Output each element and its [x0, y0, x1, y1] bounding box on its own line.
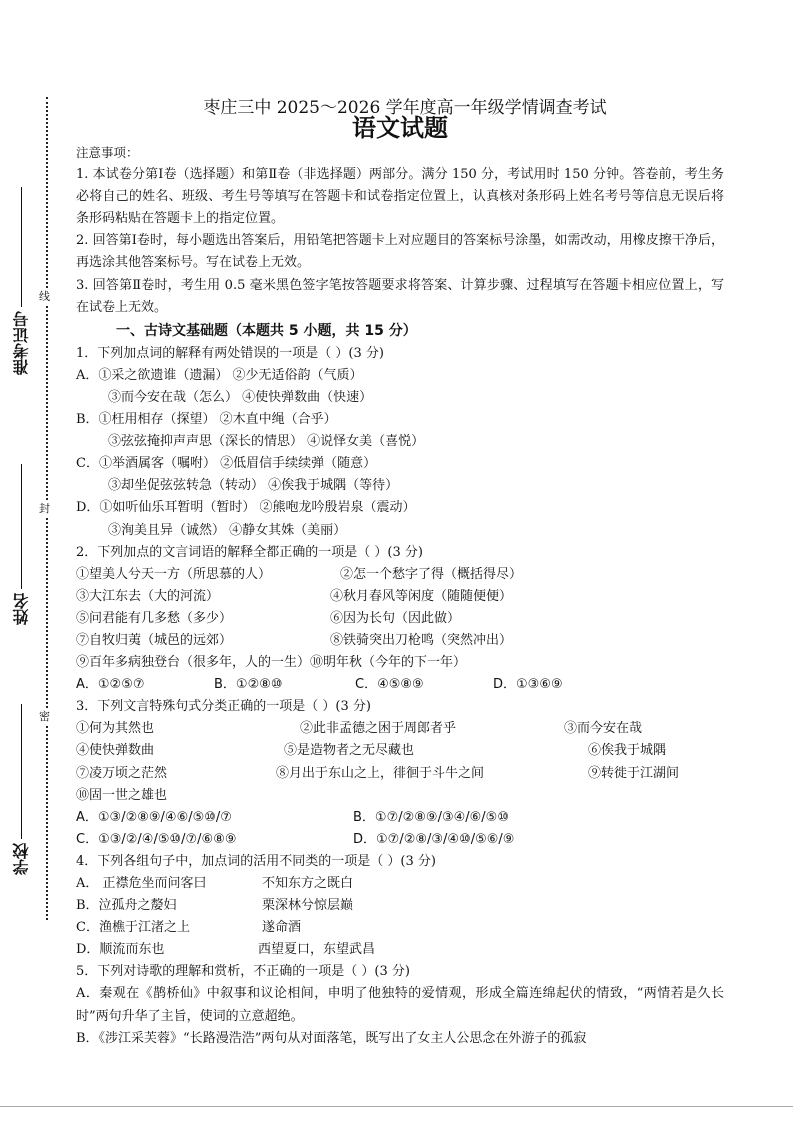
- q2-item: ⑥因为长句（因此做）: [330, 610, 461, 626]
- q4-item: A． 正襟危坐而问客曰: [76, 876, 207, 891]
- q2-option-c: C．④⑤⑧⑨: [355, 677, 424, 693]
- q4-item: 西望夏口，东望武昌: [258, 942, 376, 958]
- q4-stem: 4．下列各组句子中，加点词的活用不同类的一项是（ ）(3 分): [76, 853, 436, 869]
- q3-row: [76, 718, 724, 740]
- q3-stem: 3．下列文言特殊句式分类正确的一项是（ ）(3 分): [76, 699, 371, 715]
- q2-stem: 2．下列加点的文言词语的解释全都正确的一项是（ ）(3 分): [76, 544, 423, 560]
- q3-item: ①何为其然也: [76, 721, 155, 737]
- notice-item-3: 3. 回答第Ⅱ卷时，考生用 0.5 毫米黑色签字笔按答题要求将答案、计算步骤、过程填写在答题卡相应位置上，写在试卷上无效。: [76, 277, 724, 315]
- q2-row: [76, 630, 724, 652]
- q4-option-a: [76, 873, 724, 895]
- notice-heading: 注意事项：: [76, 145, 139, 160]
- q2-item: ⑦自牧归荑（城邑的远郊）: [76, 632, 233, 648]
- q1-option-c-line1: C．①举酒属客（嘱咐） ②低眉信手续续弹（随意）: [76, 456, 377, 472]
- q1-option-d-line2: ③洵美且异（诚然） ④静女其姝（美丽）: [108, 522, 347, 538]
- q5-option-a: A．秦观在《鹊桥仙》中叙事和议论相间，申明了他独特的爱情观，形成全篇连绵起伏的情致，“两情若是久长时”两句升华了主旨，使词的立意超绝。: [76, 986, 724, 1024]
- q2-row: [76, 586, 724, 608]
- q2-item: ③大江东去（大的河流）: [76, 588, 220, 604]
- q1-option-a-line1: A．①采之欲遗谁（遗漏） ②少无适俗韵（气质）: [76, 367, 363, 383]
- exam-number-underline: [21, 187, 23, 307]
- exam-title: 枣庄三中 2025～2026 学年度高一年级学情调查考试: [203, 98, 607, 118]
- q1-option-b-line1: B．①枉用相存（探望） ②木直中绳（合乎）: [76, 412, 337, 428]
- q4-option-b: [76, 895, 724, 917]
- q3-options-cd: [76, 829, 724, 851]
- q4-item: B．泣孤舟之嫠妇: [76, 898, 177, 914]
- q4-item: D．顺流而东也: [76, 942, 165, 958]
- binding-mark-mi: 密: [39, 708, 50, 726]
- q1-stem: 1．下列加点词的解释有两处错误的一项是（ ）(3 分): [76, 345, 384, 361]
- notice-item-2: 2. 回答第Ⅰ卷时，每小题选出答案后，用铅笔把答题卡上对应题目的答案标号涂墨，如需改动，用橡皮擦干净后，再选涂其他答案标号。写在试卷上无效。: [76, 233, 724, 271]
- q2-item: ⑧铁骑突出刀枪鸣（突然冲出）: [330, 632, 513, 648]
- school-underline: [21, 704, 23, 839]
- q3-item: ⑥俟我于城隅: [588, 743, 667, 759]
- q3-item: ②此非孟德之困于周郎者乎: [300, 721, 457, 737]
- q3-item: ⑤是造物者之无尽藏也: [284, 743, 415, 759]
- binding-mark-xian: 线: [39, 288, 50, 306]
- q2-row: [76, 564, 724, 586]
- notice-item-1: 1. 本试卷分第Ⅰ卷（选择题）和第Ⅱ卷（非选择题）两部分。满分 150 分，考试用时 150 分钟。答卷前，考生务必将自己的姓名、班级、考生号等填写在答题卡和试卷指定位置上，认真核对条形码上姓名考号等信息无误后将条形码粘贴在答题卡上的指定位置。: [76, 167, 724, 227]
- q3-row: [76, 740, 724, 762]
- q3-option-d: D．①⑦/②⑧/③/④⑩/⑤⑥/⑨: [353, 831, 515, 847]
- q3-item: ④使快弹数曲: [76, 743, 155, 759]
- q3-item: ⑦凌万顷之茫然: [76, 765, 168, 781]
- footer-rule: [0, 1106, 793, 1107]
- q2-row: ⑨百年多病独登台（很多年，人的一生）⑩明年秋（今年的下一年）: [76, 655, 467, 671]
- binding-mark-feng: 封: [39, 500, 50, 518]
- q1-option-b-line2: ③弦弦掩抑声声思（深长的情思） ④说怿女美（喜悦）: [108, 434, 425, 450]
- name-underline: [21, 464, 23, 589]
- school-field: [10, 690, 33, 875]
- q3-option-a: A．①③/②⑧⑨/④⑥/⑤⑩/⑦: [76, 809, 232, 825]
- q2-item: ⑤问君能有几多愁（多少）: [76, 610, 233, 626]
- q2-item: ①望美人兮天一方（所思慕的人）: [76, 566, 272, 582]
- q4-option-d: [76, 939, 724, 961]
- q2-option-b: B．①②⑧⑩: [214, 677, 283, 693]
- q3-item: ⑨转徙于江湖间: [588, 765, 680, 781]
- q3-item: ⑧月出于东山之上，徘徊于斗牛之间: [276, 765, 485, 781]
- exam-content: [76, 96, 724, 1050]
- q2-item: ④秋月春风等闲度（随随便便）: [330, 588, 513, 604]
- exam-number-field: [10, 155, 33, 375]
- q3-option-b: B．①⑦/②⑧⑨/③④/⑥/⑤⑩: [353, 809, 509, 825]
- name-field: [10, 450, 33, 625]
- q3-options-ab: [76, 807, 724, 829]
- q3-option-c: C．①③/②/④/⑤⑩/⑦/⑥⑧⑨: [76, 831, 237, 847]
- q4-item: 栗深林兮惊层巅: [262, 898, 354, 914]
- section-heading: 一、古诗文基础题（本题共 5 小题，共 15 分）: [116, 322, 417, 339]
- school-label: 学校: [12, 843, 31, 875]
- q2-options: [76, 674, 724, 696]
- q2-row: [76, 608, 724, 630]
- q1-option-c-line2: ③却坐促弦弦转急（转动） ④俟我于城隅（等待）: [108, 478, 399, 494]
- q1-option-a-line2: ③而今安在哉（怎么） ④使快弹数曲（快速）: [108, 389, 373, 405]
- name-label: 姓名: [12, 593, 31, 625]
- exam-subject: 语文试题: [352, 113, 448, 142]
- q3-row: ⑩固一世之雄也: [76, 787, 168, 803]
- exam-number-label: 准考证号: [12, 311, 31, 375]
- q4-item: C．渔樵于江渚之上: [76, 920, 190, 936]
- q4-option-c: [76, 917, 724, 939]
- q1-option-d-line1: D．①如听仙乐耳暂明（暂时） ②熊咆龙吟殷岩泉（震动）: [76, 500, 416, 516]
- q3-row: [76, 763, 724, 785]
- q3-item: ③而今安在哉: [564, 721, 643, 737]
- q5-option-b: B．《涉江采芙蓉》“长路漫浩浩”两句从对面落笔，既写出了女主人公思念在外游子的孤寂: [76, 1030, 587, 1046]
- binding-margin: [0, 0, 60, 1122]
- q2-option-d: D．①③⑥⑨: [493, 677, 563, 693]
- q4-item: 遂命酒: [262, 920, 302, 936]
- q4-item: 不知东方之既白: [262, 876, 354, 891]
- q2-item: ②怎一个愁字了得（概括得尽）: [340, 566, 523, 582]
- q2-option-a: A．①②⑤⑦: [76, 677, 145, 693]
- q5-stem: 5．下列对诗歌的理解和赏析，不正确的一项是（ ）(3 分): [76, 964, 410, 980]
